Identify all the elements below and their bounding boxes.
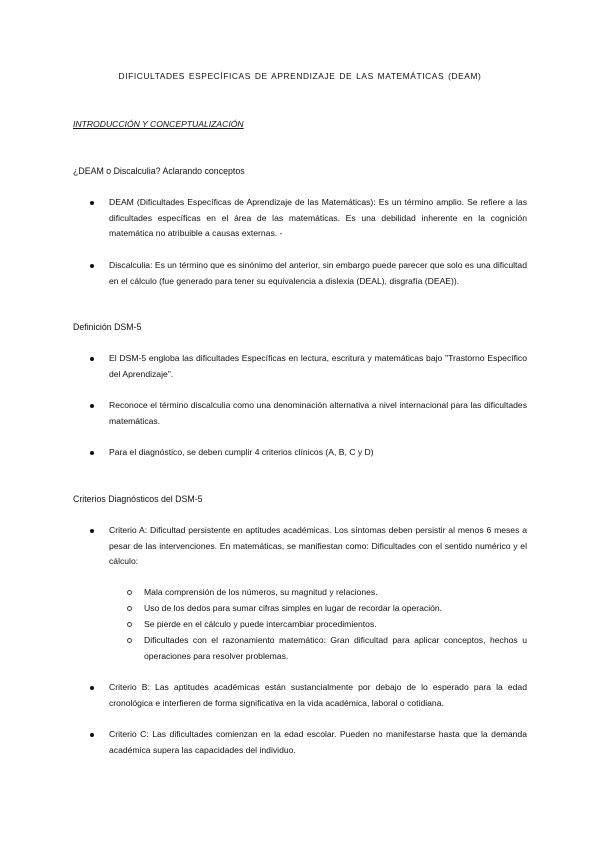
list-item-text: Criterio C: Las dificultades comienzan en la edad escolar. Pueden no manifestarse hasta que la demanda académica supera las capacidades del individuo. — [109, 729, 527, 755]
hollow-bullet-icon — [127, 590, 132, 595]
list-item — [90, 258, 527, 289]
bullet-dot-icon — [90, 264, 94, 268]
sub-list-item-text: Uso de los dedos para sumar cifras simples en lugar de recordar la operación. — [144, 603, 443, 613]
bullet-dot-icon — [90, 733, 94, 737]
section-heading-dsm5-definition: Definición DSM-5 — [73, 322, 142, 332]
section-heading-dsm5-criteria: Criterios Diagnósticos del DSM-5 — [73, 494, 203, 504]
intro-heading: INTRODUCCIÓN Y CONCEPTUALIZACIÓN — [73, 119, 244, 129]
hollow-bullet-icon — [127, 606, 132, 611]
bullet-dot-icon — [90, 451, 94, 455]
list-item — [90, 351, 527, 382]
list-item — [90, 195, 527, 242]
sub-list-item — [127, 601, 527, 617]
list-item-text: DEAM (Dificultades Específicas de Aprendizaje de las Matemáticas): Es un término amplio. Se refiere a las dificultades específicas en el área de las matemáticas. Es una debilidad inherente en la cognición matemática no atribuible a causas externas. - — [109, 197, 527, 238]
document-title: DIFICULTADES ESPECÍFICAS DE APRENDIZAJE DE LAS MATEMÁTICAS (DEAM) — [118, 71, 482, 81]
bullet-dot-icon — [90, 201, 94, 205]
sub-list-item — [127, 633, 527, 664]
list-item — [90, 398, 527, 429]
list-item-text: Reconoce el término discalculia como una denominación alternativa a nivel internacional para las dificultades matemáticas. — [109, 400, 527, 426]
sub-list-item — [127, 617, 527, 633]
hollow-bullet-icon — [127, 622, 132, 627]
list-item-text: Criterio A: Dificultad persistente en aptitudes académicas. Los síntomas deben persistir al menos 6 meses a pesar de las intervenciones. En matemáticas, se manifiestan como: Dificultades con el sentido numérico y el cálculo: — [109, 525, 527, 566]
list-item — [90, 445, 527, 461]
list-item-criterion-b — [90, 680, 527, 711]
hollow-bullet-icon — [127, 638, 132, 643]
bullet-dot-icon — [90, 404, 94, 408]
section-heading-deam-discalculia: ¿DEAM o Discalculia? Aclarando conceptos — [73, 166, 245, 176]
list-item-text: El DSM-5 engloba las dificultades Específicas en lectura, escritura y matemáticas bajo "Trastorno Específico del Aprendizaje". — [109, 353, 527, 379]
sub-list-item — [127, 585, 527, 601]
bullet-dot-icon — [90, 686, 94, 690]
list-item-criterion-a — [90, 523, 527, 570]
list-item-criterion-c — [90, 727, 527, 758]
bullet-dot-icon — [90, 529, 94, 533]
sub-list-item-text: Se pierde en el cálculo y puede intercambiar procedimientos. — [144, 619, 377, 629]
sub-list-item-text: Dificultades con el razonamiento matemático: Gran dificultad para aplicar conceptos, hechos u operaciones para resolver problemas. — [144, 635, 527, 661]
list-item-text: Criterio B: Las aptitudes académicas están sustancialmente por debajo de lo esperado para la edad cronológica e interfieren de forma significativa en la vida académica, laboral o cotidiana. — [109, 682, 527, 708]
sub-list-item-text: Mala comprensión de los números, su magnitud y relaciones. — [144, 587, 378, 597]
bullet-dot-icon — [90, 357, 94, 361]
list-item-text: Para el diagnóstico, se deben cumplir 4 criterios clínicos (A, B, C y D) — [109, 447, 374, 457]
list-item-text: Discalculia: Es un término que es sinónimo del anterior, sin embargo puede parecer que solo es una dificultad en el cálculo (fue generado para tener su equivalencia a dislexia (DEAL), disgrafía (DEAE)). — [109, 260, 527, 286]
